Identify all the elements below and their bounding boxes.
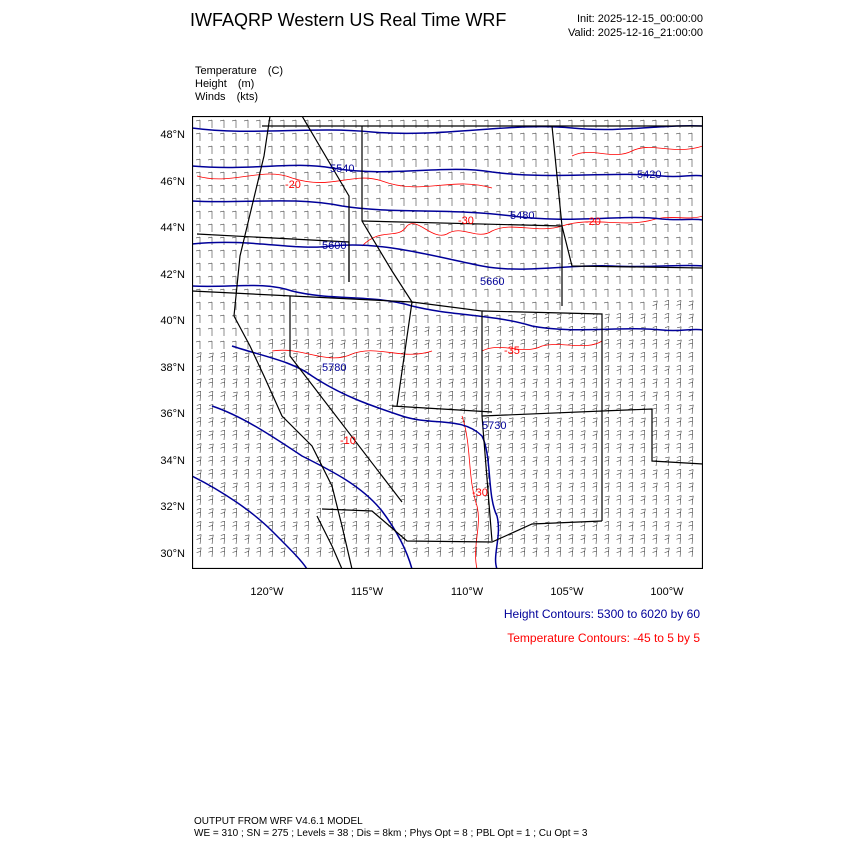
temperature-contour-label: -20 [585, 216, 601, 228]
temperature-contour-label: -35 [504, 345, 520, 357]
lat-label: 40°N [160, 315, 185, 327]
field-temperature [195, 65, 283, 77]
height-contour-label: 5780 [322, 362, 347, 374]
height-contour-label: 5660 [480, 276, 505, 288]
lat-label: 38°N [160, 362, 185, 374]
plot-title: IWFAQRP Western US Real Time WRF [190, 10, 507, 30]
height-contour-label: 5480 [510, 210, 535, 222]
valid-time: Valid: 2025-12-16_21:00:00 [568, 27, 703, 39]
lon-label: 100°W [650, 586, 684, 598]
height-contour-label: 5730 [482, 420, 507, 432]
field-unit: (kts) [236, 91, 259, 103]
lon-label: 110°W [450, 586, 484, 598]
field-name: Winds [195, 91, 226, 103]
model-options: WE = 310 ; SN = 275 ; Levels = 38 ; Dis = 8km ; Phys Opt = 8 ; PBL Opt = 1 ; Cu Opt = 3 [194, 828, 588, 839]
height-legend: Height Contours: 5300 to 6020 by 60 [503, 607, 700, 621]
field-name: Temperature [195, 65, 257, 77]
lat-label: 46°N [160, 176, 185, 188]
field-unit: (m) [237, 78, 255, 90]
lon-label: 120°W [250, 586, 284, 598]
lon-label: 105°W [550, 586, 584, 598]
height-contour-label: 5540 [330, 163, 355, 175]
field-height [195, 78, 254, 90]
lat-label: 48°N [160, 129, 185, 141]
lat-label: 44°N [160, 222, 185, 234]
temperature-contour-label: -30 [458, 215, 474, 227]
lat-label: 42°N [160, 269, 185, 281]
lat-label: 30°N [160, 548, 185, 560]
field-name: Height [195, 78, 227, 90]
temperature-legend: Temperature Contours: -45 to 5 by 5 [507, 631, 700, 645]
field-unit: (C) [267, 65, 284, 77]
height-contour-label: 5420 [637, 169, 662, 181]
weather-map [192, 116, 703, 569]
temperature-contour-label: -20 [285, 179, 301, 191]
lat-label: 34°N [160, 455, 185, 467]
lat-label: 36°N [160, 408, 185, 420]
temperature-contour-label: -10 [340, 435, 356, 447]
field-winds [195, 91, 258, 103]
lat-label: 32°N [160, 501, 185, 513]
lon-label: 115°W [350, 586, 384, 598]
height-contour-label: 5600 [322, 240, 347, 252]
temperature-contour-label: -30 [472, 487, 488, 499]
init-time: Init: 2025-12-15_00:00:00 [577, 13, 703, 25]
model-info: OUTPUT FROM WRF V4.6.1 MODEL [194, 816, 363, 827]
